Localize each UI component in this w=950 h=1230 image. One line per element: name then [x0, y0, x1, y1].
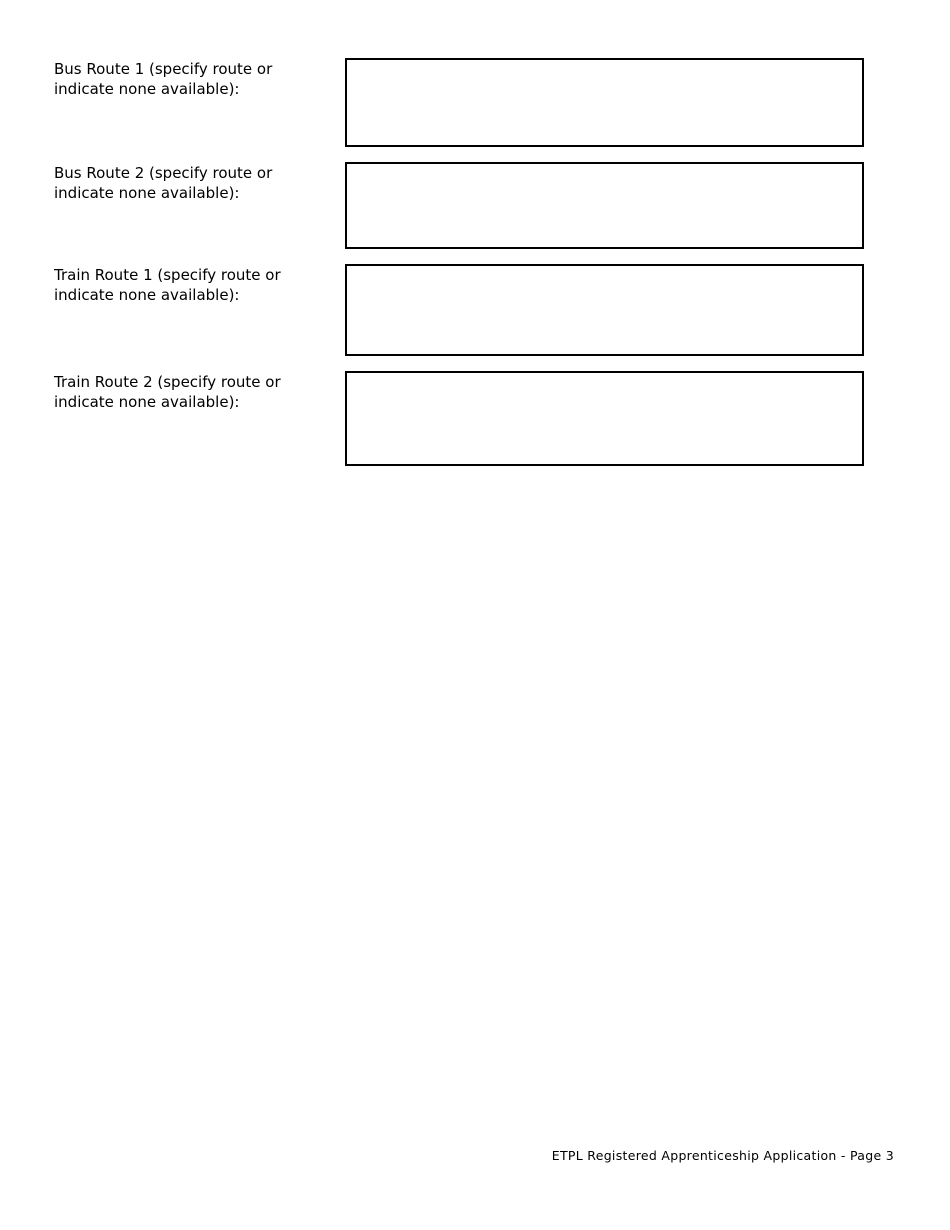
page-footer: ETPL Registered Apprenticeship Application - Page 3 [551, 1148, 894, 1163]
bus-route-2-label: Bus Route 2 (specify route or indicate none available): [54, 164, 273, 202]
bus-route-2-input[interactable] [345, 162, 864, 249]
train-route-1-label: Train Route 1 (specify route or indicate none available): [54, 266, 281, 304]
bus-route-1-input[interactable] [345, 58, 864, 147]
bus-route-1-label: Bus Route 1 (specify route or indicate none available): [54, 60, 273, 98]
train-route-1-input[interactable] [345, 264, 864, 356]
train-route-2-label: Train Route 2 (specify route or indicate none available): [54, 373, 281, 411]
train-route-2-input[interactable] [345, 371, 864, 466]
